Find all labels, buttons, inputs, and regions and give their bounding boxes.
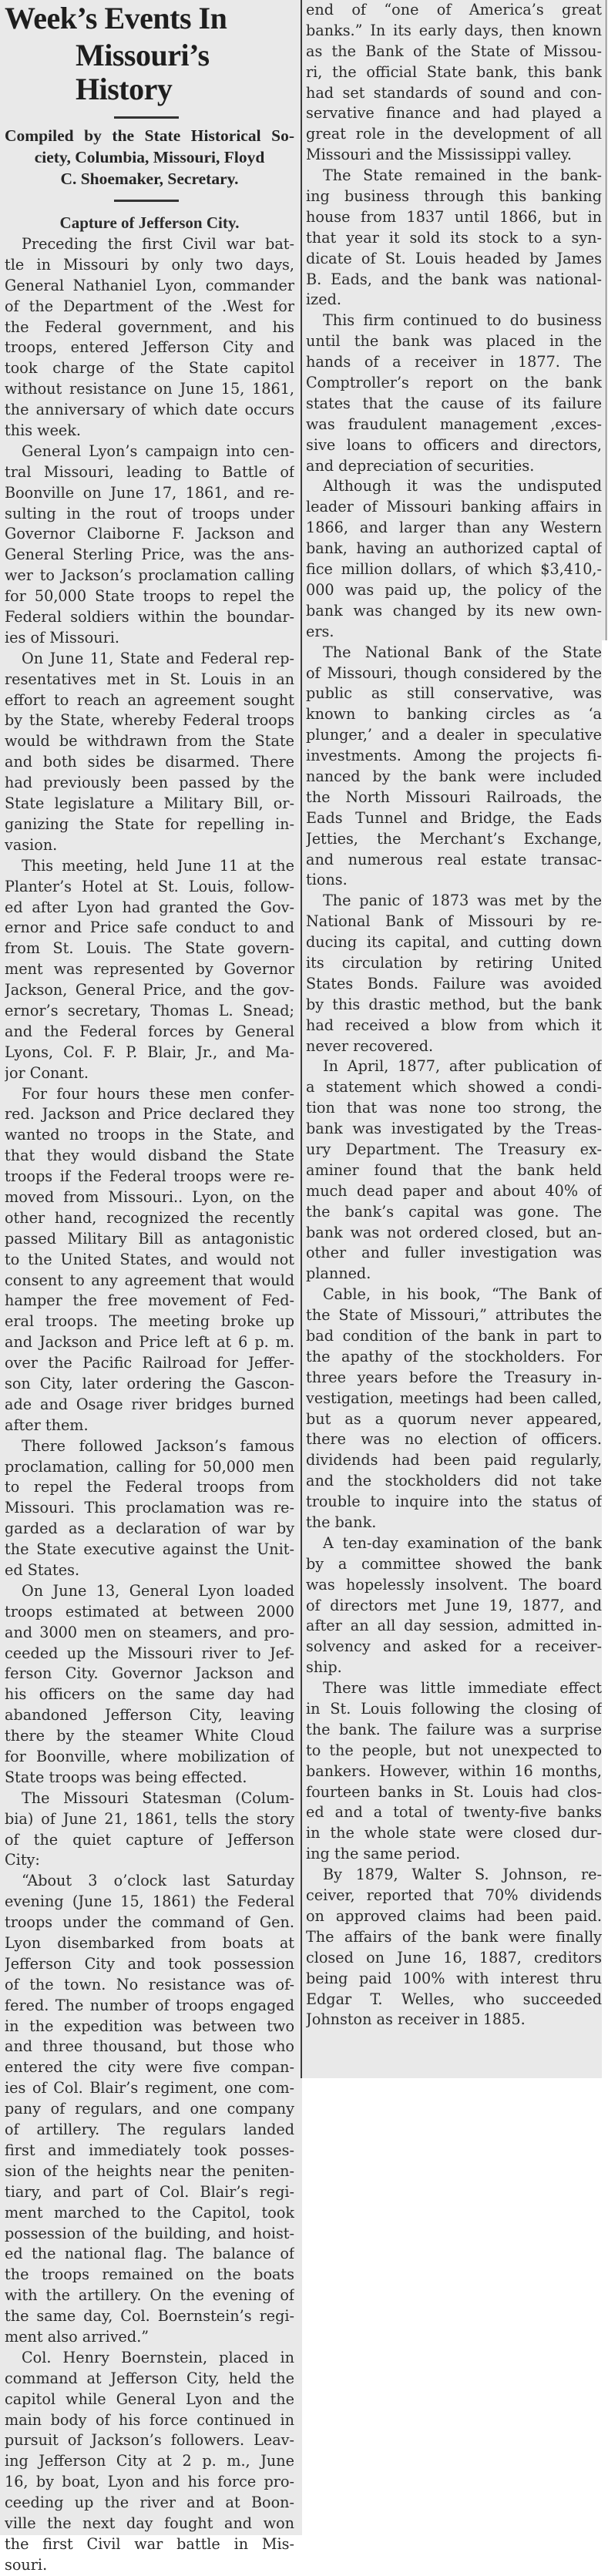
divider — [114, 200, 179, 202]
text-line: much dead paper and about 40% of — [306, 1181, 602, 1200]
text-line: 16, by boat, Lyon and his force pro- — [5, 2473, 294, 2491]
text-line: and numerous real estate transac- — [306, 850, 602, 868]
text-line: State legislature a Military Bill, or- — [5, 794, 294, 813]
text-line: and three thousand, but those who — [5, 2037, 294, 2056]
byline-line: Compiled by the State Historical So- — [5, 126, 294, 145]
paragraph — [306, 1056, 602, 1285]
text-line: souri. — [5, 2555, 48, 2574]
text-line: end of “one of America’s great — [306, 1, 602, 18]
paragraph — [306, 476, 602, 642]
text-line: after an all day session, admitted in- — [306, 1617, 602, 1635]
text-line: pany of regulars, and one company — [5, 2100, 294, 2118]
text-line: vestigation, meetings had been called, — [306, 1389, 602, 1407]
text-line: wanted no troops in the State, and — [5, 1126, 294, 1144]
text-line: main body of his force continued in — [5, 2410, 294, 2429]
text-line: had set standards of sound and con- — [306, 83, 602, 102]
text-line: There followed Jackson’s famous — [22, 1436, 294, 1455]
text-line: for 50,000 State troops to repel the — [5, 587, 294, 606]
paragraph — [5, 234, 294, 442]
text-line: that year it sold its stock to a syn- — [306, 228, 602, 247]
paragraph — [306, 891, 602, 1056]
paragraph — [5, 1788, 294, 1872]
text-line: with the artillery. On the evening of — [5, 2286, 294, 2305]
text-line: “About 3 o’clock last Saturday — [22, 1872, 294, 1890]
text-line: ment was represented by Governor — [5, 960, 294, 979]
text-line: abandoned Jefferson City, leaving — [5, 1706, 294, 1725]
text-line: command at Jefferson City, held the — [5, 2369, 294, 2387]
text-line: this week. — [5, 421, 82, 440]
text-line: sion of the heights near the peniten- — [5, 2161, 294, 2180]
text-line: bank was not ordered closed, but an- — [306, 1223, 602, 1241]
text-line: General Nathaniel Lyon, commander — [5, 276, 294, 294]
text-line: plunger,’ and a dealer in speculative — [306, 726, 602, 744]
text-line: hands of a receiver in 1877. The — [306, 353, 602, 371]
text-line: of artillery. The regulars landed — [5, 2121, 294, 2139]
text-line: City: — [5, 1851, 40, 1869]
text-line: ade and Osage river bridges burned — [5, 1395, 294, 1413]
right-body-text — [306, 0, 602, 2030]
text-line: pursuit of Jackson’s followers. Leav- — [5, 2431, 294, 2450]
text-line: On June 11, State and Federal rep- — [22, 649, 294, 667]
text-line: B. Eads, and the bank was national- — [306, 270, 602, 288]
text-line: ers. — [306, 622, 334, 640]
text-line: tral Missouri, leading to Battle of — [5, 462, 294, 481]
text-line: ducing its capital, and cutting down — [306, 933, 602, 952]
text-line: ernor’s secretary, Thomas L. Snead; — [5, 1001, 294, 1019]
text-line: ies of Col. Blair’s regiment, one com- — [5, 2079, 294, 2097]
paragraph — [306, 166, 602, 311]
text-line: Lyons, Col. F. P. Blair, Jr., and Ma- — [5, 1043, 294, 1061]
text-line: bad condition of the bank in part to — [306, 1327, 602, 1345]
paragraph — [5, 1084, 294, 1436]
text-line: garded as a declaration of war by — [5, 1520, 294, 1538]
text-line: Missouri. This proclamation was re- — [5, 1499, 294, 1517]
text-line: leader of Missouri banking affairs in — [306, 498, 602, 516]
text-line: troops estimated at between 2000 — [5, 1602, 294, 1620]
text-line: ury Department. The Treasury ex- — [306, 1140, 602, 1158]
column-rule — [301, 0, 302, 2078]
paragraph — [306, 643, 602, 892]
text-line: from St. Louis. The State govern- — [5, 939, 294, 958]
text-line: without resistance on June 15, 1861, — [5, 380, 294, 398]
text-line: ed the national flag. The balance of — [5, 2245, 294, 2263]
text-line: the same day, Col. Boernstein’s regi- — [5, 2307, 294, 2326]
text-line: the State executive against the Unit- — [5, 1540, 294, 1559]
text-line: Eads Tunnel and Bridge, the Eads — [306, 808, 602, 827]
text-line: General Sterling Price, was the ans- — [5, 546, 294, 564]
text-line: took charge of the State capitol — [5, 359, 294, 378]
text-line: ed after Lyon had granted the Gov- — [5, 898, 294, 916]
text-line: tions. — [306, 871, 348, 889]
text-line: On June 13, General Lyon loaded — [22, 1581, 294, 1600]
text-line: ing Jefferson City at 2 p. m., June — [5, 2452, 294, 2470]
text-line: and 3000 men on steamers, and pro- — [5, 1623, 294, 1641]
text-line: had received a blow from which it — [306, 1016, 602, 1034]
text-line: Preceding the first Civil war bat- — [22, 235, 294, 253]
text-line: ship. — [306, 1658, 342, 1677]
text-line: consent to any agreement that would — [5, 1271, 294, 1289]
text-line: to repel the Federal troops from — [5, 1478, 294, 1496]
text-line: ies of Missouri. — [5, 628, 119, 647]
text-line: ferson City. Governor Jackson and — [5, 1664, 294, 1683]
text-line: The National Bank of the State — [323, 643, 602, 661]
text-line: in the whole state were closed dur- — [306, 1824, 602, 1842]
text-line: troops, entered Jefferson City and — [5, 338, 294, 357]
text-line: ized. — [306, 291, 341, 309]
text-line: had previously been passed by the — [5, 774, 294, 792]
text-line: State troops was being effected. — [5, 1768, 247, 1786]
text-line: Missouri and the Mississippi valley. — [306, 146, 573, 164]
text-line: banks.” In its early days, then known — [306, 21, 602, 39]
text-line: For four hours these men confer- — [22, 1084, 294, 1103]
text-line: ed and a total of twenty-five banks — [306, 1803, 602, 1822]
text-line: tiary, and part of Col. Blair’s regi- — [5, 2182, 294, 2201]
text-line: ceeding up the river and at Boon- — [5, 2494, 294, 2512]
text-line: the Federal government, and his — [5, 317, 294, 336]
text-line: solvency and asked for a receiver- — [306, 1637, 602, 1656]
text-line: Cable, in his book, “The Bank of — [323, 1285, 602, 1304]
text-line: was fraudulent management ,exces- — [306, 415, 602, 433]
text-line: as the Bank of the State of Missou- — [306, 42, 602, 60]
text-line: There was little immediate effect — [323, 1679, 602, 1698]
text-line: planned. — [306, 1264, 371, 1283]
text-line: being paid 100% with interest thru — [306, 1969, 602, 1987]
paragraph — [306, 1865, 602, 2030]
text-line: would be withdrawn from the State — [5, 732, 294, 751]
text-line: jor Conant. — [5, 1063, 89, 1082]
text-line: his officers on the same day had — [5, 1685, 294, 1704]
text-line: passed Military Bill as antagonistic — [5, 1229, 294, 1248]
text-line: Jetties, the Merchant’s Exchange, — [306, 829, 602, 848]
text-line: bank was changed by its new own- — [306, 601, 602, 620]
text-line: a statement which showed a condi- — [306, 1078, 602, 1097]
text-line: never recovered. — [306, 1036, 434, 1055]
text-line: servative finance and had played a — [306, 104, 602, 123]
text-line: over the Pacific Railroad for Jeffer- — [5, 1354, 294, 1372]
text-line: bankers. However, within 16 months, — [306, 1762, 602, 1780]
paragraph — [5, 1436, 294, 1581]
text-line: fourteen banks in St. Louis had clos- — [306, 1782, 602, 1801]
text-line: States Bonds. Failure was avoided — [306, 974, 602, 992]
text-line: 000 was paid up, the policy of the — [306, 580, 602, 599]
text-line: wer to Jackson’s proclamation calling — [5, 566, 294, 585]
text-line: the bank’s capital was gone. The — [306, 1202, 602, 1221]
headline-line: Missouri’s History — [76, 38, 210, 106]
text-line: proclamation, calling for 50,000 men — [5, 1457, 294, 1476]
text-line: the troops remained on the boats — [5, 2265, 294, 2284]
text-line: The affairs of the bank were finally — [306, 1927, 602, 1946]
text-line: Jackson, General Price, and the gov- — [5, 981, 294, 999]
paragraph — [5, 2348, 294, 2576]
text-line: investments. Among the projects fi- — [306, 747, 602, 765]
text-line: was hopelessly insolvent. The board — [306, 1575, 602, 1594]
text-line: in the expedition was between two — [5, 2017, 294, 2035]
text-line: By 1879, Walter S. Johnson, re- — [323, 1866, 602, 1884]
text-line: to the people, but not unexpected to — [306, 1741, 602, 1759]
text-line: by a committee showed the bank — [306, 1554, 602, 1573]
text-line: National Bank of Missouri by re- — [306, 912, 602, 931]
text-line: possession of the building, and hoist- — [5, 2224, 294, 2242]
text-line: but as a quorum never appeared, — [306, 1409, 602, 1428]
text-line: states that the cause of its failure — [306, 394, 602, 412]
text-line: Although it was the undisputed — [323, 477, 602, 495]
text-line: troops if the Federal troops were re- — [5, 1167, 294, 1186]
text-line: the apathy of the stockholders. For — [306, 1347, 602, 1365]
text-line: there by the steamer White Cloud — [5, 1727, 294, 1745]
text-line: and depreciation of securities. — [306, 456, 535, 475]
text-line: The Missouri Statesman (Colum- — [22, 1788, 294, 1807]
text-line: son City, later ordering the Gascon- — [5, 1374, 294, 1392]
text-line: in St. Louis following the closing of — [306, 1700, 602, 1718]
text-line: for Boonville, where mobilization of — [5, 1748, 294, 1766]
text-line: the State of Missouri,” attributes the — [306, 1306, 602, 1325]
text-line: This meeting, held June 11 at the — [22, 856, 294, 875]
text-line: the North Missouri Railroads, the — [306, 788, 602, 806]
text-line: by this drastic method, but the bank — [306, 995, 602, 1013]
text-line: ganizing the State for repelling in- — [5, 814, 294, 833]
text-line: General Lyon’s campaign into cen- — [22, 442, 294, 460]
paragraph — [5, 1581, 294, 1788]
text-line: of the Department of the .West for — [5, 297, 294, 315]
text-line: resentatives met in St. Louis in an — [5, 670, 294, 688]
text-line: Col. Henry Boernstein, placed in — [22, 2348, 294, 2366]
text-line: ri, the official State bank, this bank — [306, 62, 602, 81]
headline-line: Week’s Events In — [5, 1, 227, 35]
byline-line: ciety, Columbia, Missouri, Floyd — [34, 148, 265, 166]
text-line: the anniversary of which date occurs — [5, 401, 294, 419]
text-line: ville the next day fought and won — [5, 2514, 294, 2532]
text-line: great role in the development of all — [306, 125, 602, 143]
text-line: of Missouri, though considered by the — [306, 663, 602, 682]
text-line: bank was investigated by the Treas- — [306, 1120, 602, 1138]
text-line: fice million dollars, of which $3,410,- — [306, 560, 602, 579]
text-line: first and immediately took posses- — [5, 2141, 294, 2159]
text-line: Federal soldiers within the boundar- — [5, 608, 294, 626]
text-line: bia) of June 21, 1861, tells the story — [5, 1809, 294, 1828]
text-line: ernor and Price safe conduct to and — [5, 919, 294, 937]
text-line: Edgar T. Welles, who succeeded — [306, 1990, 602, 2008]
left-body-text — [5, 234, 294, 2576]
text-line: 1866, and larger than any Western — [306, 519, 602, 537]
text-line: there was no election of officers. — [306, 1430, 602, 1449]
text-line: Comptroller’s report on the bank — [306, 374, 602, 392]
text-line: of the town. No resistance was of- — [5, 1975, 294, 1993]
paragraph — [5, 1871, 294, 2347]
text-line: ed States. — [5, 1561, 80, 1579]
text-line: effort to reach an agreement sought — [5, 690, 294, 709]
text-line: troops under the command of Gen. — [5, 1913, 294, 1932]
paragraph — [306, 1285, 602, 1533]
left-column — [5, 0, 294, 2576]
text-line: bank, having an authorized captal of — [306, 539, 602, 558]
text-line: hamper the free movement of Fed- — [5, 1291, 294, 1310]
text-line: dividends had been paid regularly, — [306, 1451, 602, 1469]
text-line: known to banking circles as ‘a — [306, 705, 602, 724]
headline — [5, 2, 294, 106]
text-line: A ten-day examination of the bank — [323, 1533, 602, 1552]
text-line: Boonville on June 17, 1861, and re- — [5, 483, 294, 502]
text-line: tle in Missouri by only two days, — [5, 255, 294, 274]
text-line: In April, 1877, after publication of — [323, 1057, 602, 1076]
text-line: ment marched to the Capitol, took — [5, 2203, 294, 2222]
section-subhead: Capture of Jefferson City. — [59, 213, 240, 232]
text-line: other hand, recognized the recently — [5, 1208, 294, 1227]
text-line: Lyon disembarked from boats at — [5, 1934, 294, 1953]
text-line: three years before the Treasury in- — [306, 1368, 602, 1386]
byline — [5, 125, 294, 190]
text-line: the bank. — [306, 1513, 377, 1532]
text-line: capitol while General Lyon and the — [5, 2390, 294, 2408]
text-line: public as still conservative, was — [306, 684, 602, 703]
text-line: until the bank was placed in the — [306, 332, 602, 351]
text-line: fered. The number of troops engaged — [5, 1996, 294, 2014]
text-line: and the stockholders did not take — [306, 1472, 602, 1490]
text-line: Johnston as receiver in 1885. — [306, 2010, 526, 2029]
text-line: dicate of St. Louis headed by James — [306, 249, 602, 267]
text-line: This firm continued to do business — [323, 311, 602, 330]
text-line: other and fuller investigation was — [306, 1244, 602, 1262]
text-line: ment also arrived.” — [5, 2327, 149, 2346]
text-line: that they would disband the State — [5, 1147, 294, 1165]
text-line: the bank. The failure was a surprise — [306, 1720, 602, 1738]
divider — [114, 116, 179, 119]
text-line: ing business through this banking — [306, 187, 602, 206]
paragraph — [5, 649, 294, 856]
paragraph — [306, 1678, 602, 1865]
text-line: and the Federal forces by General — [5, 1022, 294, 1040]
text-line: to the United States, and would not — [5, 1250, 294, 1268]
text-line: entered the city were five compan- — [5, 2058, 294, 2077]
text-line: closed on June 16, 1887, creditors — [306, 1948, 602, 1966]
text-line: ceeded up the Missouri river to Jef- — [5, 1644, 294, 1662]
text-line: aminer found that the bank held — [306, 1160, 602, 1179]
text-line: house from 1837 until 1866, but in — [306, 207, 602, 226]
text-line: of directors met June 19, 1877, and — [306, 1596, 602, 1614]
text-line: its circulation by retiring United — [306, 953, 602, 972]
text-line: eral troops. The meeting broke up — [5, 1312, 294, 1331]
text-line: The panic of 1873 was met by the — [323, 892, 602, 910]
text-line: The State remained in the bank- — [323, 166, 602, 185]
text-line: vasion. — [5, 835, 58, 854]
text-line: red. Jackson and Price declared they — [5, 1105, 294, 1123]
paragraph — [306, 311, 602, 476]
text-line: tion that was none too strong, the — [306, 1099, 602, 1117]
text-line: on approved claims had been paid. — [306, 1906, 602, 1925]
text-line: and both sides be disarmed. There — [5, 753, 294, 771]
text-line: ing the same period. — [306, 1845, 461, 1863]
text-line: the first Civil war battle in Mis- — [5, 2534, 294, 2553]
right-column — [306, 0, 602, 2030]
paragraph — [306, 1533, 602, 1678]
text-line: Governor Claiborne F. Jackson and — [5, 525, 294, 543]
text-line: and Jackson and Price left at 6 p. m. — [5, 1333, 294, 1352]
text-line: sulting in the rout of troops under — [5, 504, 294, 522]
text-line: moved from Missouri.. Lyon, on the — [5, 1187, 294, 1206]
paragraph — [5, 856, 294, 1084]
text-line: Jefferson City and took possession — [5, 1954, 294, 1973]
text-line: Planter’s Hotel at St. Louis, follow- — [5, 877, 294, 895]
byline-line: C. Shoemaker, Secretary. — [60, 170, 239, 188]
text-line: after them. — [5, 1416, 89, 1434]
text-line: trouble to inquire into the status of — [306, 1493, 602, 1511]
text-line: sive loans to officers and directors, — [306, 435, 602, 454]
paragraph — [5, 442, 294, 649]
text-line: by the State, whereby Federal troops — [5, 711, 294, 730]
text-line: of the quiet capture of Jefferson — [5, 1830, 294, 1849]
paragraph — [306, 0, 602, 166]
text-line: evening (June 15, 1861) the Federal — [5, 1893, 294, 1911]
text-line: ceiver, reported that 70% dividends — [306, 1886, 602, 1905]
text-line: nanced by the bank were included — [306, 767, 602, 785]
